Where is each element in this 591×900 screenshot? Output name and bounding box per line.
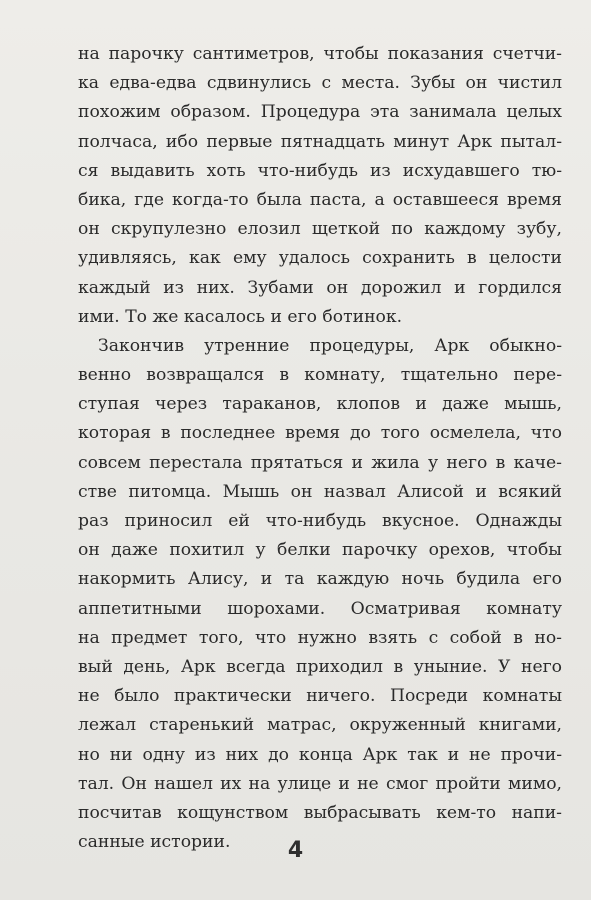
text-line: похожим образом. Процедура эта занимала целых: [78, 102, 562, 123]
text-line: санные истории.: [78, 832, 231, 853]
text-line: ся выдавить хоть что-нибудь из исхудавшего тю-: [78, 160, 562, 181]
text-line: бика, где когда-то была паста, а оставшееся время: [78, 189, 562, 210]
text-line: полчаса, ибо первые пятнадцать минут Арк пытал-: [78, 131, 562, 152]
text-line: на парочку сантиметров, чтобы показания счетчи-: [78, 44, 562, 64]
text-line: на предмет того, что нужно взять с собой в но-: [78, 627, 562, 648]
text-line: он скрупулезно елозил щеткой по каждому зубу,: [78, 219, 562, 240]
page-number: 4: [287, 838, 304, 863]
text-line: раз приносил ей что-нибудь вкусное. Однажды: [78, 511, 562, 531]
text-line: ими. То же касалось и его ботинок.: [78, 306, 403, 327]
paragraph-2: [78, 332, 562, 857]
text-line: стве питомца. Мышь он назвал Алисой и всякий: [78, 481, 562, 502]
text-line: ка едва-едва сдвинулись с места. Зубы он чистил: [78, 73, 562, 94]
text-line: венно возвращался в комнату, тщательно пере-: [78, 365, 562, 386]
text-line: лежал старенький матрас, окруженный книгами,: [78, 715, 562, 736]
body-text: [78, 40, 562, 857]
text-line: которая в последнее время до того осмелела, что: [78, 423, 562, 444]
text-line: аппетитными шорохами. Осматривая комнату: [78, 598, 562, 619]
text-line: удивляясь, как ему удалось сохранить в целости: [78, 248, 562, 269]
text-line: он даже похитил у белки парочку орехов, чтобы: [78, 540, 562, 561]
text-line: каждый из них. Зубами он дорожил и гордился: [78, 277, 562, 298]
paragraph-1: [78, 40, 562, 332]
text-line: накормить Алису, и та каждую ночь будила его: [78, 569, 562, 590]
text-line: тал. Он нашел их на улице и не смог пройти мимо,: [78, 773, 562, 794]
text-line: совсем перестала прятаться и жила у него в каче-: [78, 452, 562, 473]
text-line: не было практически ничего. Посреди комнаты: [78, 686, 562, 707]
text-line: но ни одну из них до конца Арк так и не прочи-: [78, 744, 562, 765]
text-line: посчитав кощунством выбрасывать кем-то напи-: [78, 802, 562, 823]
text-line: вый день, Арк всегда приходил в уныние. У него: [78, 656, 562, 677]
text-line: ступая через тараканов, клопов и даже мышь,: [78, 394, 562, 415]
text-line: Закончив утренние процедуры, Арк обыкно-: [98, 335, 562, 356]
